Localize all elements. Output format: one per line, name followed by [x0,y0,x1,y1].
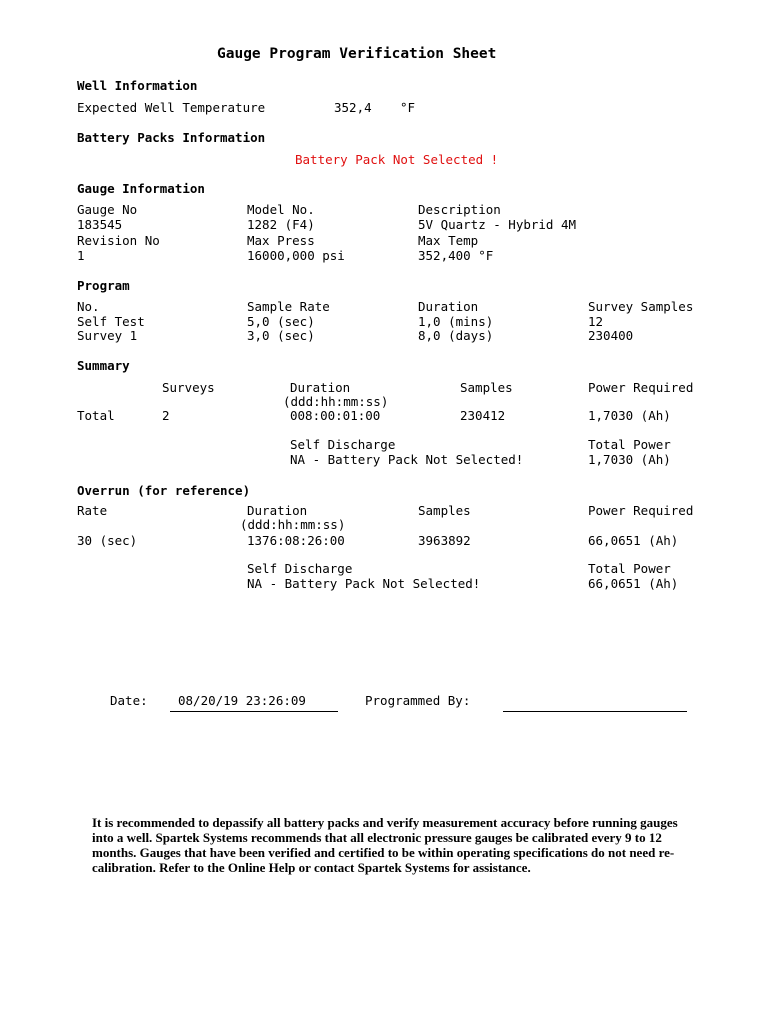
battery-warning: Battery Pack Not Selected ! [295,152,499,167]
overrun-duration-format: (ddd:hh:mm:ss) [240,517,346,532]
program-row-rate: 3,0 (sec) [247,328,315,343]
overrun-rate-value: 30 (sec) [77,533,138,548]
max-temp-value: 352,400 °F [418,248,494,263]
overrun-total-power-value: 66,0651 (Ah) [588,576,679,591]
overrun-col-samples: Samples [418,503,471,518]
model-value: 1282 (F4) [247,217,315,232]
summary-self-discharge-value: NA - Battery Pack Not Selected! [290,452,524,467]
description-label: Description [418,202,501,217]
summary-samples-value: 230412 [460,408,506,423]
summary-duration-value: 008:00:01:00 [290,408,381,423]
overrun-duration-value: 1376:08:26:00 [247,533,345,548]
model-label: Model No. [247,202,315,217]
battery-heading: Battery Packs Information [77,130,266,145]
gauge-no-value: 183545 [77,217,123,232]
gauge-no-label: Gauge No [77,202,138,217]
program-row-no: Survey 1 [77,328,138,343]
gauge-info-heading: Gauge Information [77,181,205,196]
program-col-samples: Survey Samples [588,299,694,314]
program-row-duration: 8,0 (days) [418,328,494,343]
program-row-rate: 5,0 (sec) [247,314,315,329]
summary-col-power: Power Required [588,380,694,395]
date-underline [170,711,338,712]
summary-col-samples: Samples [460,380,513,395]
summary-heading: Summary [77,358,130,373]
overrun-col-duration: Duration [247,503,308,518]
overrun-samples-value: 3963892 [418,533,471,548]
summary-total-power-value: 1,7030 (Ah) [588,452,671,467]
summary-duration-format: (ddd:hh:mm:ss) [283,394,389,409]
summary-total-power-label: Total Power [588,437,671,452]
page-title: Gauge Program Verification Sheet [217,46,497,62]
overrun-self-discharge-label: Self Discharge [247,561,353,576]
program-row-samples: 12 [588,314,604,329]
summary-surveys-value: 2 [162,408,170,423]
overrun-self-discharge-value: NA - Battery Pack Not Selected! [247,576,481,591]
program-row-no: Self Test [77,314,145,329]
programmed-by-label: Programmed By: [365,693,471,708]
well-temp-value: 352,4 [334,100,372,115]
summary-self-discharge-label: Self Discharge [290,437,396,452]
overrun-heading: Overrun (for reference) [77,483,251,498]
program-row-samples: 230400 [588,328,634,343]
program-col-duration: Duration [418,299,479,314]
program-col-rate: Sample Rate [247,299,330,314]
well-temp-label: Expected Well Temperature [77,100,266,115]
summary-total-label: Total [77,408,115,423]
overrun-col-rate: Rate [77,503,108,518]
program-col-no: No. [77,299,100,314]
max-temp-label: Max Temp [418,233,479,248]
revision-label: Revision No [77,233,160,248]
programmed-by-underline [503,711,687,712]
summary-power-value: 1,7030 (Ah) [588,408,671,423]
overrun-col-power: Power Required [588,503,694,518]
summary-col-surveys: Surveys [162,380,215,395]
description-value: 5V Quartz - Hybrid 4M [418,217,577,232]
max-press-value: 16000,000 psi [247,248,345,263]
program-row-duration: 1,0 (mins) [418,314,494,329]
recommendation-note: It is recommended to depassify all battery packs and verify measurement accuracy before running gauges into a well. Spartek Systems recommends that all electronic pressure gauges be calibrated every 9 to 12 months. Gauges that have been verified and certified to be within operating specifications do not need re-calibration. Refer to the Online Help or contact Spartek Systems for assistance. [92,815,678,875]
overrun-power-value: 66,0651 (Ah) [588,533,679,548]
well-info-heading: Well Information [77,78,198,93]
well-temp-unit: °F [400,100,416,115]
program-heading: Program [77,278,130,293]
date-value: 08/20/19 23:26:09 [178,693,306,708]
revision-value: 1 [77,248,85,263]
date-label: Date: [110,693,148,708]
overrun-total-power-label: Total Power [588,561,671,576]
max-press-label: Max Press [247,233,315,248]
summary-col-duration: Duration [290,380,351,395]
